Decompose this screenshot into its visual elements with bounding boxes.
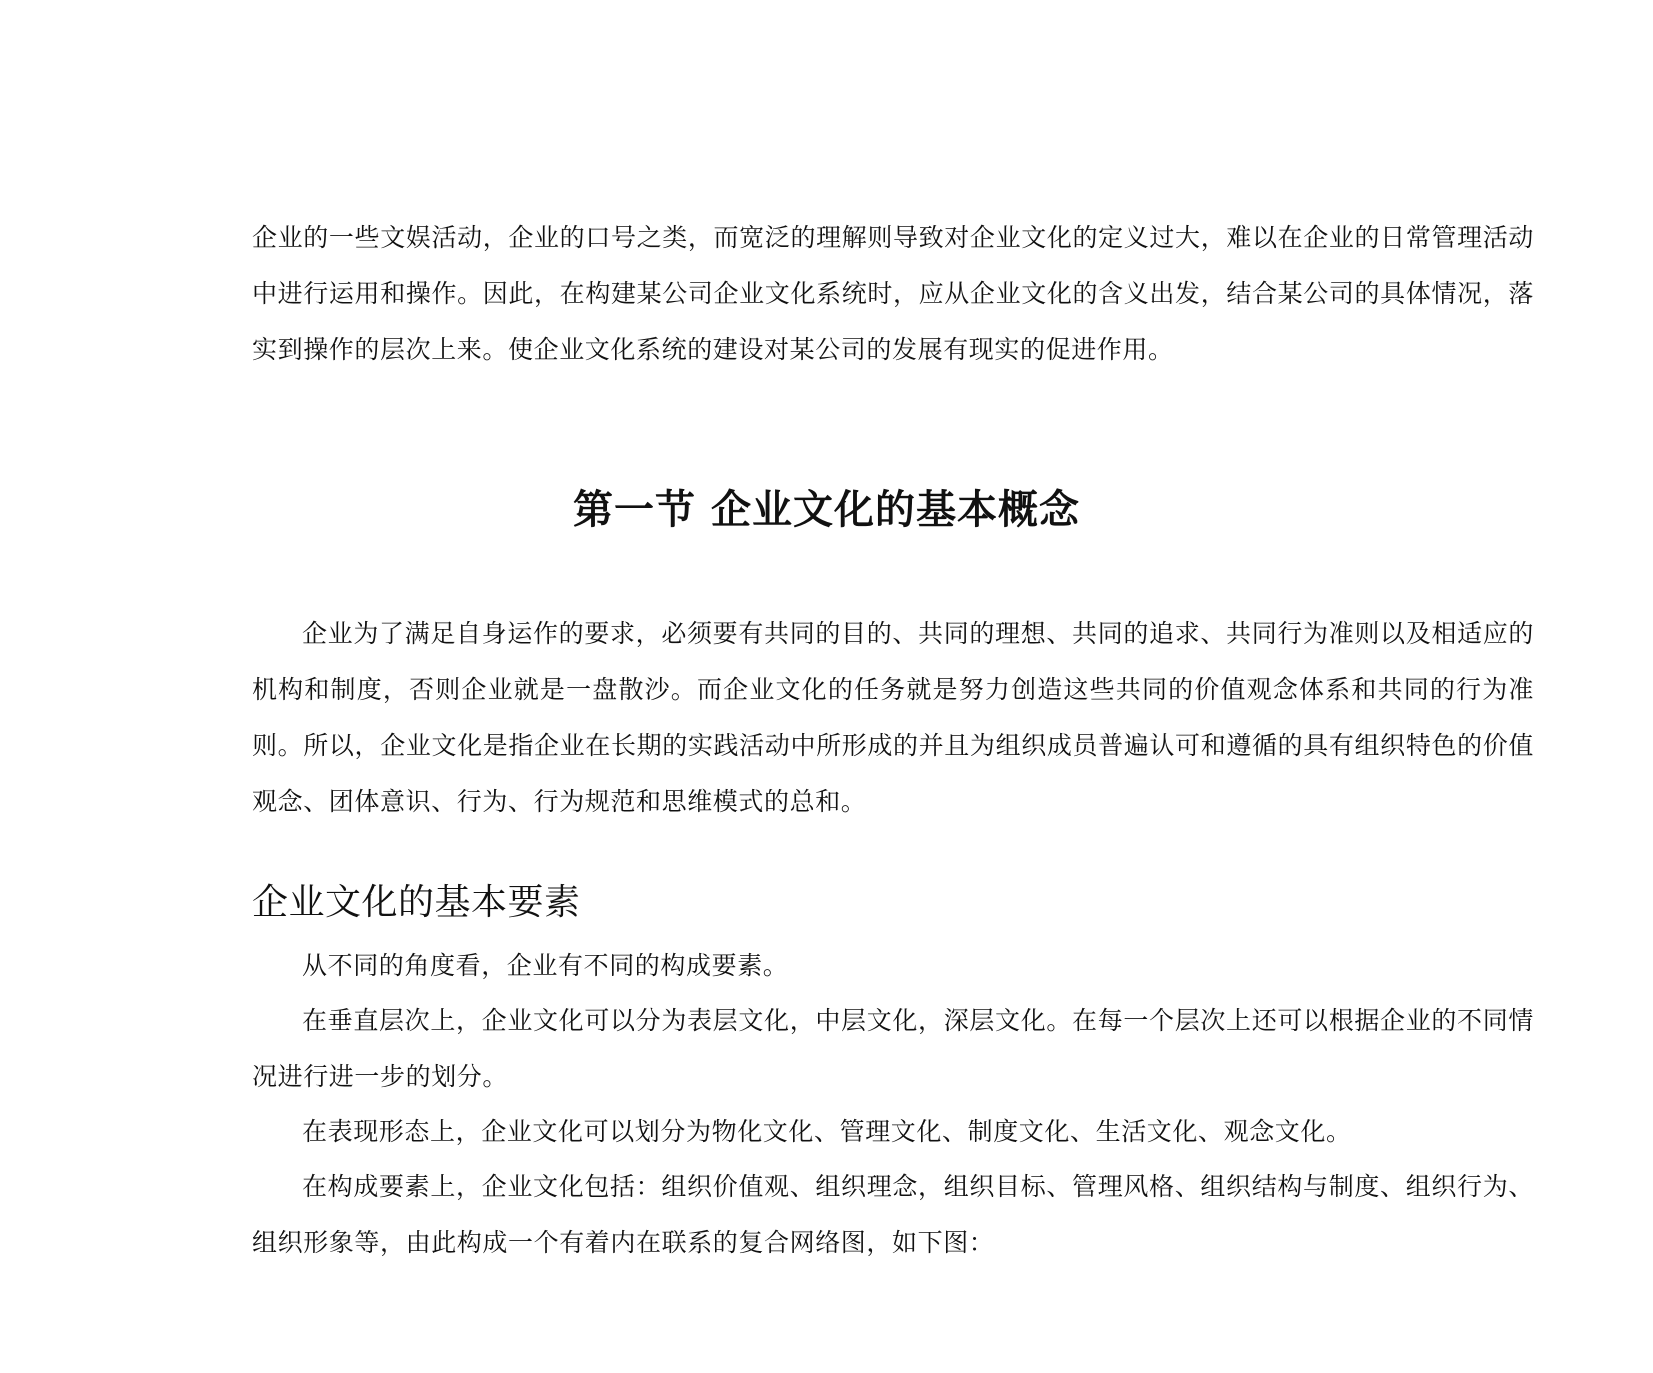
paragraph-elements: 在构成要素上，企业文化包括：组织价值观、组织理念，组织目标、管理风格、组织结构与制度、组织行为、组织形象等，由此构成一个有着内在联系的复合网络图，如下图： <box>252 1172 1534 1257</box>
intro-paragraph: 企业的一些文娱活动，企业的口号之类，而宽泛的理解则导致对企业文化的定义过大，难以在企业的日常管理活动中进行运用和操作。因此，在构建某公司企业文化系统时，应从企业文化的含义出发，结合某公司的具体情况，落实到操作的层次上来。使企业文化系统的建设对某公司的发展有现实的促进作用。 <box>252 223 1534 364</box>
subsection-heading: 企业文化的基本要素 <box>252 882 581 923</box>
section-title: 第一节 企业文化的基本概念 <box>573 487 1080 533</box>
definition-paragraph: 企业为了满足自身运作的要求，必须要有共同的目的、共同的理想、共同的追求、共同行为准则以及相适应的机构和制度，否则企业就是一盘散沙。而企业文化的任务就是努力创造这些共同的价值观念体系和共同的行为准则。所以，企业文化是指企业在长期的实践活动中所形成的并且为组织成员普遍认可和遵循的具有组织特色的价值观念、团体意识、行为、行为规范和思维模式的总和。 <box>252 619 1534 816</box>
paragraph-perspective: 从不同的角度看，企业有不同的构成要素。 <box>302 951 789 980</box>
paragraph-vertical-levels: 在垂直层次上，企业文化可以分为表层文化，中层文化，深层文化。在每一个层次上还可以根据企业的不同情况进行进一步的划分。 <box>252 1006 1534 1091</box>
paragraph-forms: 在表现形态上，企业文化可以划分为物化文化、管理文化、制度文化、生活文化、观念文化。 <box>302 1117 1352 1146</box>
